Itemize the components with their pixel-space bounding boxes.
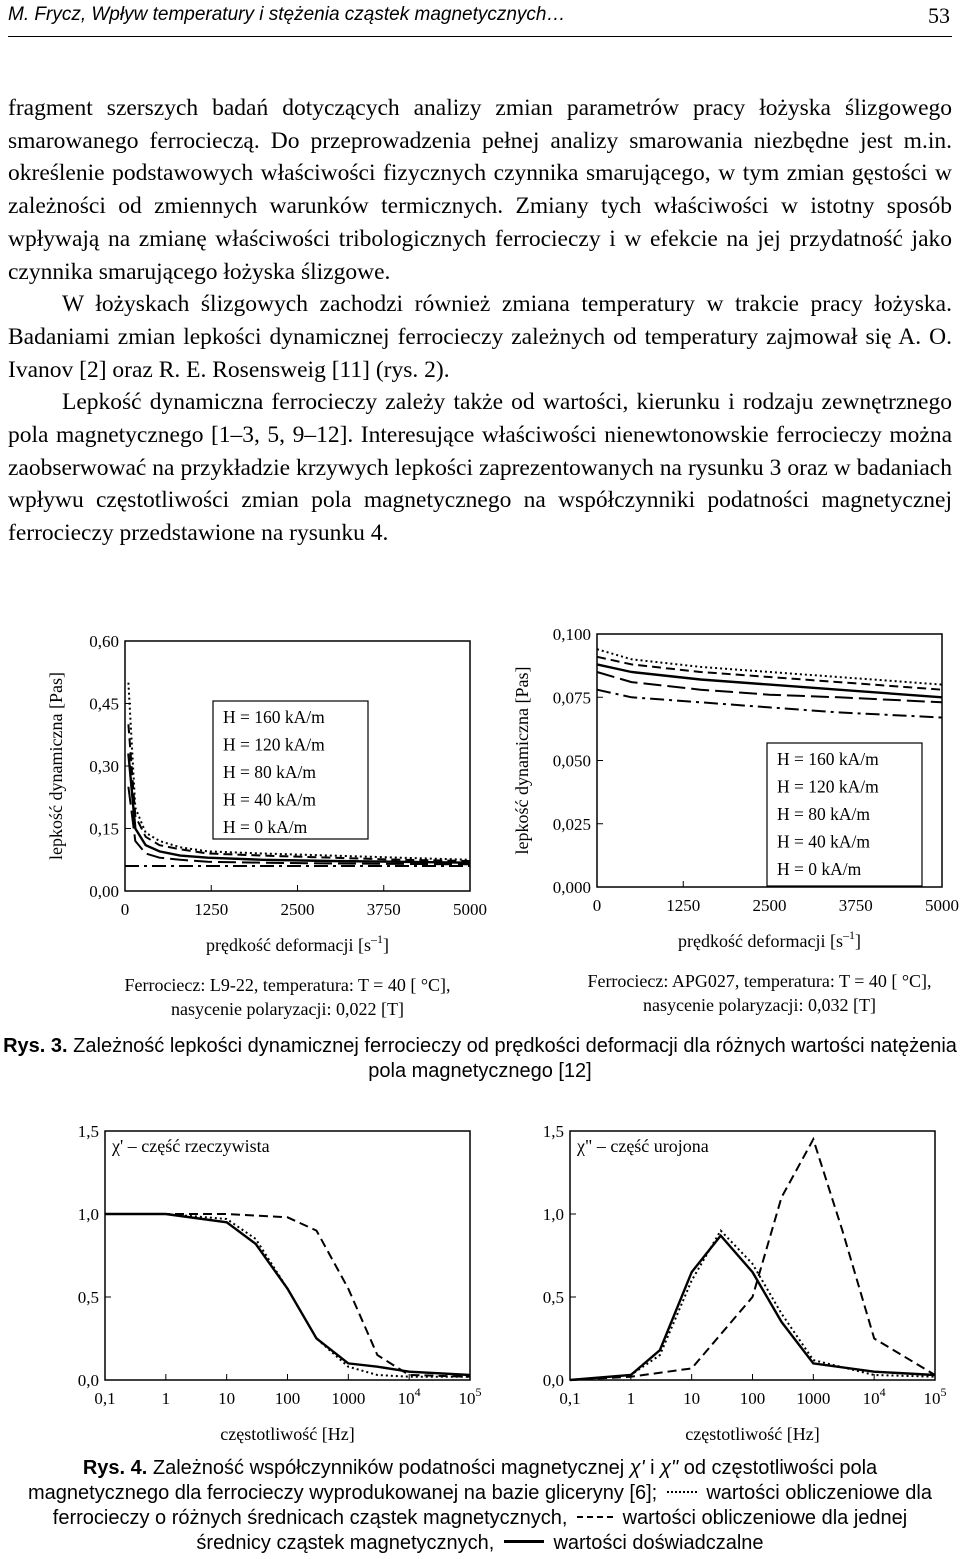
x-tick-label: $10^4$	[397, 1385, 421, 1408]
chart-subtitle: nasycenie polaryzacji: 0,032 [T]	[643, 995, 876, 1015]
running-title: M. Frycz, Wpływ temperatury i stężenia cząstek magnetycznych…	[8, 4, 566, 25]
chart-subtitle: nasycenie polaryzacji: 0,022 [T]	[171, 999, 404, 1019]
caption-text: wartości obliczeniowe dla ferrocieczy o różnych średnicach cząstek magnetycznych,	[52, 1482, 932, 1529]
legend-entry: H = 40 kA/m	[223, 789, 316, 810]
y-tick-label: 1,5	[77, 1122, 99, 1141]
x-tick-label: $10^5$	[923, 1385, 947, 1408]
x-tick-label: 1250	[666, 896, 701, 915]
chart-subtitle: Ferrociecz: L9-22, temperatura: T = 40 [ °C],	[124, 975, 451, 995]
legend-entry: H = 160 kA/m	[777, 749, 879, 769]
figure-3-caption	[0, 1034, 960, 1084]
x-tick-label: 0,1	[559, 1389, 581, 1408]
plot-frame	[570, 1131, 935, 1380]
y-axis-label: lepkość dynamiczna [Pas]	[46, 672, 66, 860]
x-tick-label: 3750	[366, 900, 401, 919]
chart-title: χ' – część rzeczywista	[112, 1136, 270, 1156]
series-line	[570, 1236, 935, 1380]
x-tick-label: 5000	[925, 896, 959, 915]
y-tick-label: 0,5	[542, 1288, 564, 1307]
series-line	[105, 1214, 470, 1377]
x-tick-label: 0	[120, 900, 130, 919]
legend-entry: H = 0 kA/m	[223, 817, 308, 837]
solid-line-legend-icon	[504, 1540, 544, 1543]
x-tick-label: 10	[218, 1389, 236, 1408]
page-number: 53	[928, 3, 950, 28]
series-line	[597, 649, 942, 684]
y-tick-label: 0,075	[552, 688, 591, 708]
y-tick-label: 0,45	[89, 694, 119, 714]
chi-double-symbol: χ"	[660, 1457, 679, 1479]
x-tick-label: 10	[683, 1389, 701, 1408]
x-axis-label: prędkość deformacji $[s^{-1}]$	[678, 928, 861, 951]
legend-entry: H = 80 kA/m	[223, 762, 316, 782]
x-tick-label: 5000	[453, 900, 487, 919]
x-axis-label: częstotliwość [Hz]	[220, 1424, 355, 1444]
y-tick-label: 0,000	[552, 878, 591, 897]
caption-label: Rys. 3.	[3, 1035, 68, 1057]
y-tick-label: 1,5	[542, 1122, 564, 1141]
series-line	[105, 1214, 470, 1377]
series-line	[570, 1139, 935, 1380]
caption-text: wartości doświadczalne	[553, 1532, 764, 1554]
caption-label: Rys. 4.	[82, 1457, 148, 1479]
figure-4-caption	[24, 1456, 936, 1556]
y-tick-label: 0,5	[77, 1288, 99, 1307]
legend-entry: H = 0 kA/m	[777, 859, 862, 879]
caption-text: wartości obliczeniowe dla jednej średnicy cząstek magnetycznych,	[196, 1507, 908, 1554]
x-tick-label: 1000	[331, 1389, 366, 1408]
y-tick-label: 1,0	[77, 1205, 99, 1224]
x-tick-label: 100	[274, 1389, 301, 1408]
y-tick-label: 1,0	[542, 1205, 564, 1224]
x-tick-label: 3750	[838, 896, 873, 915]
y-axis-label: lepkość dynamiczna [Pas]	[512, 666, 532, 855]
series-line	[570, 1231, 935, 1380]
legend-entry: H = 80 kA/m	[777, 804, 870, 824]
legend-entry: H = 120 kA/m	[223, 734, 325, 755]
dashed-line-legend-icon	[577, 1516, 613, 1518]
x-tick-label: $10^5$	[458, 1385, 482, 1408]
y-tick-label: 0,025	[552, 814, 591, 834]
x-tick-label: 2500	[752, 896, 787, 915]
x-tick-label: 1000	[796, 1389, 831, 1408]
chart-title: χ" – część urojona	[577, 1136, 709, 1156]
y-tick-label: 0,100	[552, 625, 591, 644]
x-tick-label: 1	[161, 1389, 171, 1408]
y-tick-label: 0,60	[89, 632, 119, 651]
chi-prime-symbol: χ'	[629, 1457, 645, 1479]
legend-entry: H = 160 kA/m	[223, 707, 325, 727]
plot-frame	[105, 1131, 470, 1380]
paragraph: Lepkość dynamiczna ferrocieczy zależy także od wartości, kierunku i rodzaju zewnętrznego pola magnetycznego [1–3, 5, 9–12]. Interesujące właściwości nienewtonowskie ferrocieczy można zaobserwować na przykładzie krzywych lepkości zaprezentowanych na rysunku 3 oraz w badaniach wpływu częstotliwości zmian pola magnetycznego na współczynniki podatności magnetycznej ferrocieczy przedstawione na rysunku 4.	[8, 389, 952, 547]
x-axis-label: prędkość deformacji $[s^{-1}]$	[206, 932, 389, 955]
caption-text: od częstotliwości pola magnetycznego dla ferrocieczy wyprodukowanej na bazie gliceryny [6];	[27, 1457, 878, 1504]
chart-subtitle: Ferrociecz: APG027, temperatura: T = 40 [ °C],	[587, 971, 932, 991]
dotted-line-legend-icon	[667, 1491, 697, 1493]
x-axis-label: częstotliwość [Hz]	[685, 1424, 820, 1444]
y-tick-label: 0,30	[89, 757, 119, 776]
series-line	[105, 1214, 470, 1375]
x-tick-label: 1	[626, 1389, 636, 1408]
y-tick-label: 0,00	[89, 882, 119, 901]
y-tick-label: 0,050	[552, 751, 591, 771]
x-tick-label: 0	[592, 896, 602, 915]
x-tick-label: $10^4$	[862, 1385, 886, 1408]
x-tick-label: 1250	[194, 900, 229, 919]
y-tick-label: 0,15	[89, 819, 119, 839]
paragraph: W łożyskach ślizgowych zachodzi również zmiana temperatury w trakcie pracy łożyska. Badaniami zmian lepkości dynamicznej ferrocieczy zależnych od temperatury zajmował się A. O. Ivanov [2] oraz R. E. Rosensweig [11] (rys. 2).	[8, 291, 952, 383]
x-tick-label: 100	[739, 1389, 766, 1408]
legend-entry: H = 120 kA/m	[777, 776, 879, 797]
caption-text: Zależność lepkości dynamicznej ferrocieczy od prędkości deformacji dla różnych wartości natężenia pola magnetycznego [12]	[73, 1035, 957, 1082]
caption-text: i	[650, 1457, 655, 1479]
x-tick-label: 2500	[280, 900, 315, 919]
paragraph: fragment szerszych badań dotyczących analizy zmian parametrów pracy łożyska ślizgowego smarowanego ferrocieczą. Do przeprowadzenia pełnej analizy smarowania niezbędne jest m.in. określenie podstawowych właściwości fizycznych czynnika smarującego, w tym zmian gęstości w zależności od zmiennych warunków termicznych. Zmiany tych właściwości w istotny sposób wpływają na zmianę właściwości tribologicznych ferrocieczy i w efekcie na jej przydatność jako czynnika smarującego łożyska ślizgowe.	[8, 95, 952, 285]
x-tick-label: 0,1	[94, 1389, 116, 1408]
caption-text: Zależność współczynników podatności magnetycznej	[152, 1457, 625, 1479]
y-tick-label: 0,0	[77, 1371, 99, 1390]
legend-entry: H = 40 kA/m	[777, 831, 870, 852]
y-tick-label: 0,0	[542, 1371, 564, 1390]
